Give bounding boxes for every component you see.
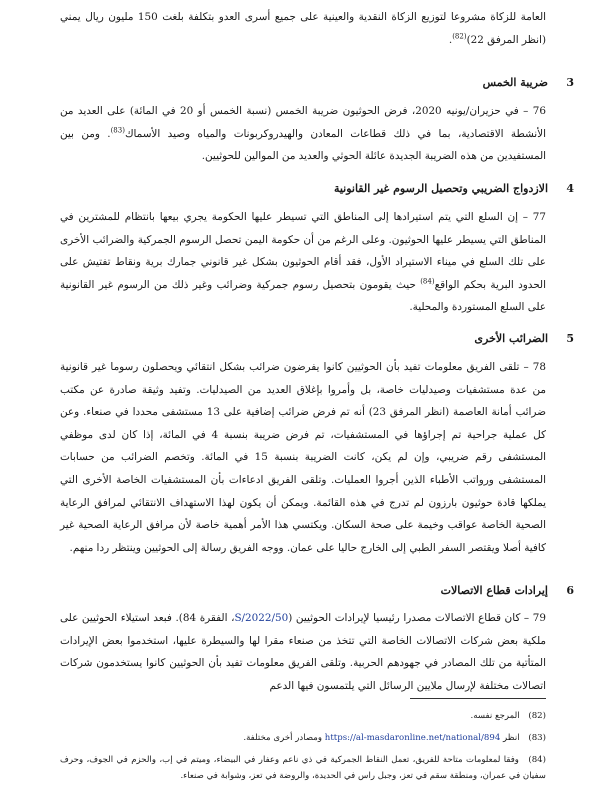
footnote-separator: [410, 698, 546, 699]
footnote-text: ومصادر أخرى مختلفة.: [243, 733, 323, 743]
section-title: الضرائب الأخرى: [474, 332, 548, 345]
intro-line-1: العامة للزكاة مشروعا لتوزيع الزكاة النقدية والعينية على جميع أسرى العدو بتكلفة بلغت 150 مليون ريال: [85, 11, 546, 23]
footnote-number: (83): [528, 733, 546, 743]
footnote-ref-84[interactable]: (84): [420, 277, 435, 286]
intro-paragraph: العامة للزكاة مشروعا لتوزيع الزكاة النقدية والعينية على جميع أسرى العدو بتكلفة بلغت 150 مليون ريال يمني (انظر المرفق 22)$^{(82)}$.: [60, 11, 546, 46]
footnote-text: المرجع نفسه.: [470, 711, 520, 721]
section-heading-3: [54, 76, 574, 89]
footnote-83: [60, 730, 546, 746]
paragraph-77: 77 – إن السلع التي يتم استيرادها إلى المناطق التي تسيطر عليها الحكومة يجري بيعها بانتظام للمشترين في المناطق التي يسيطر عليها الحوثيون. وعلى الرغم من أن حكومة اليمن تحصل الرسوم الجمركية والضرائب الأخرى على تلك السلع في ميناء الاستيراد الأول، فقد أقام الحوثيون بشكل غير قانوني جمارك برية ونقاط تفتيش على الحدود البرية بحكم الواقع$^{(84)}$ حيث يقومون بتحصيل رسوم جمركية وضرائب وغير ذلك من الرسوم غير القانونية على السلع المستوردة والمحلية.: [60, 211, 546, 314]
section-number: 4: [566, 182, 574, 195]
section-number: 6: [566, 584, 574, 597]
paragraph-number: 79: [532, 612, 546, 624]
paragraph-76: 76 – في حزيران/يونيه 2020، فرض الحوثيون ضريبة الخمس (نسبة الخمس أو 20 في المائة) على العديد من الأنشطة الاقتصادية، بما في ذلك قطاعات المعادن والهيدروكربونات والمياه وصيد الأسماك$^{(83)}$. ومن بين المستفيدين من هذه الضريبة الجديدة عائلة الحوثي والعديد من الموالين للحوثيين.: [60, 105, 546, 163]
footnote-text: وفقا لمعلومات متاحة للفريق، تعمل النقاط الجمركية في ذي ناعم وعفار في البيضاء، وميتم في إب، والحزم في الجوف، وحرف سفيان في عمران، ومنطقة سقم في تعز، وجبل راس في الحديدة، والروضة في تعز، وشوابة في صنعاء.: [60, 755, 546, 781]
section-title: إيرادات قطاع الاتصالات: [440, 584, 548, 597]
paragraph-79: 79 – كان قطاع الاتصالات مصدرا رئيسيا لإيرادات الحوثيين (S/2022/50، الفقرة 84). فبعد استيلاء الحوثيين على ملكية بعض شركات الاتصالات الخاصة التي تتخذ من صنعاء مقرا لها والسيطرة عليها، استخدموا بعض الإيرادات المتأتية من تلك المصادر في جهودهم الحربية. وتلقى الفريق معلومات تفيد بأن الحوثيين كانوا يستخدمون شركات اتصالات مختلفة لإرسال ملايين الرسائل التي يلتمسون فيها الدعم: [60, 612, 546, 692]
footnote-text: انظر: [503, 733, 520, 743]
section-number: 3: [566, 76, 574, 89]
footnote-number: (82): [528, 711, 546, 721]
paragraph-number: 76: [532, 105, 546, 117]
footnote-82: [60, 708, 546, 724]
paragraph-number: 78: [532, 361, 546, 373]
section-title: الازدواج الضريبي وتحصيل الرسوم غير القانونية: [333, 182, 548, 195]
footnote-ref-83[interactable]: (83): [110, 126, 125, 135]
footnote-number: (84): [528, 755, 546, 765]
footnote-url-link[interactable]: https://al-masdaronline.net/national/894: [324, 733, 501, 743]
section-heading-5: [54, 332, 574, 345]
paragraph-number: 77: [532, 211, 546, 223]
section-number: 5: [566, 332, 574, 345]
section-heading-6: [54, 584, 574, 597]
section-title: ضريبة الخمس: [482, 76, 548, 89]
paragraph-78: 78 – تلقى الفريق معلومات تفيد بأن الحوثيين كانوا يفرضون ضرائب بشكل انتقائي ويحصلون رسوما غير قانونية من عدة مستشفيات وصيدليات خاصة، بل وأمروا بإغلاق العديد من الصيدليات. وتفيد وثيقة صادرة عن مكتب ضرائب أمانة العاصمة (انظر المرفق 23) أنه تم فرض ضرائب إضافية على 13 مستشفى محددا في صنعاء. وعن كل عملية جراحية تم إجراؤها في المستشفيات، تم فرض ضريبة بنسبة 4 في المائة، إذا كان لدى موظفي المستشفى رقم ضريبي، وإن لم يكن، كانت الضريبة بنسبة 15 في المائة. وتخصم الضرائب من حسابات المستشفى ورواتب الأطباء الذين أجروا العمليات. وتلقى الفريق ادعاءات بأن المستشفيات الخاصة الأخرى التي يملكها قادة حوثيون بارزون لم تدرج في هذه القائمة. ويمكن أن يكون لهذا الاستهداف الانتقائي لمرافق الرعاية الصحية الخاصة عواقب وخيمة على صحة السكان. ويكتسي هذا الأمر أهمية خاصة لأن مرافق الرعاية الصحية غير كافية أصلا ويقتصر السفر الطبي إلى الخارج حاليا على عمان. ووجه الفريق رسالة إلى الحوثيين وينتظر ردا منهم.: [60, 361, 546, 554]
intro-line-2: يمني (انظر المرفق 22): [60, 11, 546, 46]
document-symbol-link[interactable]: S/2022/50: [234, 612, 289, 624]
footnote-84: [60, 752, 546, 784]
section-heading-4: [54, 182, 574, 195]
footnote-ref-82[interactable]: (82): [452, 32, 467, 41]
